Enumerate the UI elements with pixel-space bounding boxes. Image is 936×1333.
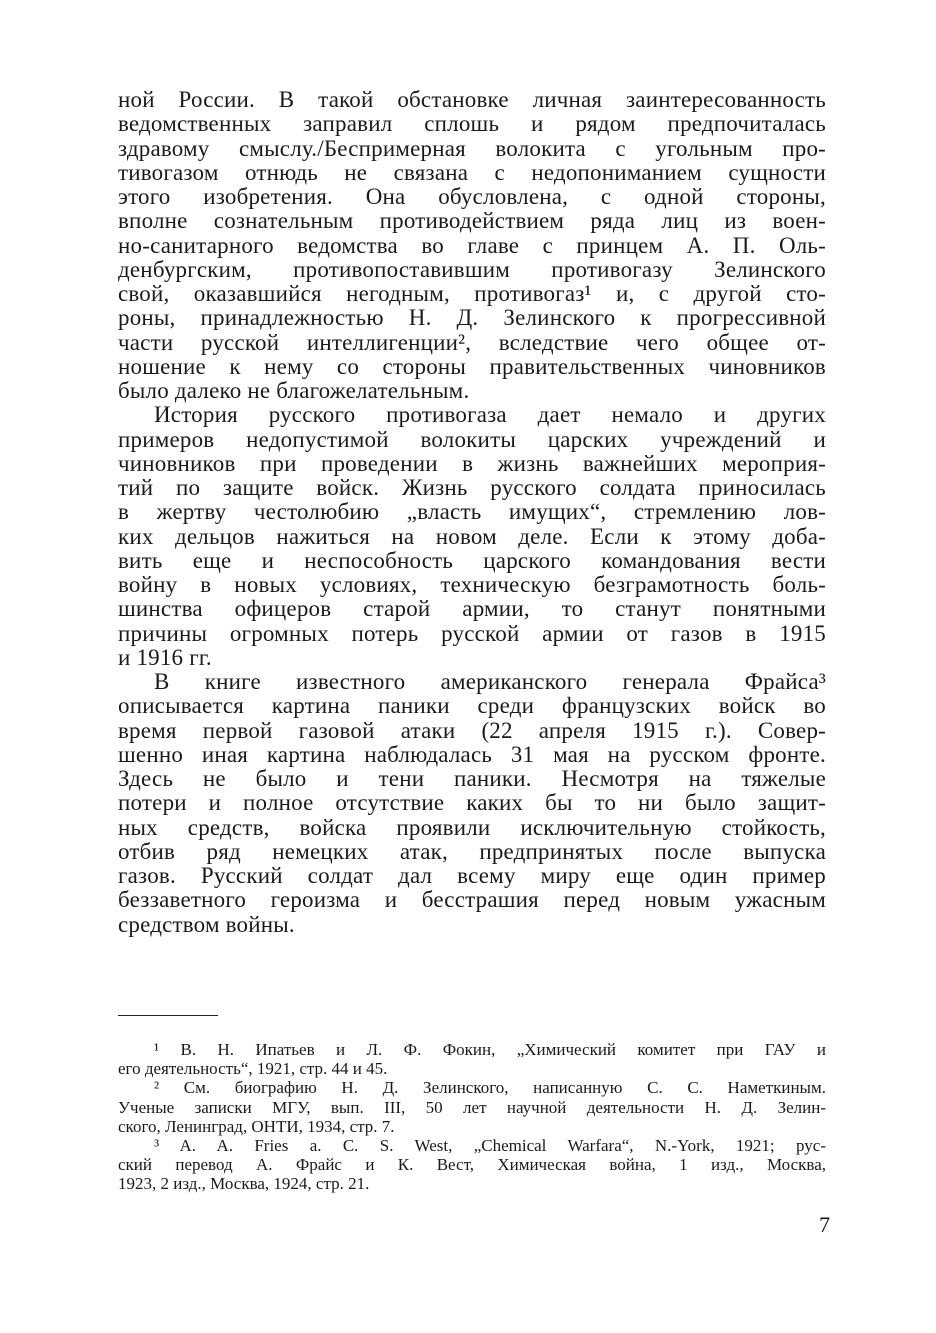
text-line: чиновников при проведении в жизнь важнейших мероприя- bbox=[118, 450, 826, 476]
text-line: описывается картина паники среди французских войск во bbox=[118, 693, 826, 719]
footnotes bbox=[118, 1040, 826, 1194]
footnote-line: его деятельность“, 1921, стр. 44 и 45. bbox=[118, 1059, 388, 1079]
text-line: отбив ряд немецких атак, предпринятых после выпуска bbox=[118, 838, 826, 864]
text-line: потери и полное отсутствие каких бы то ни было защит- bbox=[118, 790, 826, 816]
footnote-line: 1923, 2 изд., Москва, 1924, стр. 21. bbox=[118, 1174, 370, 1194]
text-line: вить еще и неспособность царского командования вести bbox=[118, 547, 826, 573]
footnote-line: ¹ В. Н. Ипатьев и Л. Ф. Фокин, „Химический комитет при ГАУ и bbox=[154, 1040, 826, 1059]
text-line: беззаветного героизма и бесстрашия перед новым ужасным bbox=[118, 887, 826, 913]
text-line: этого изобретения. Она обусловлена, с одной стороны, bbox=[118, 184, 826, 209]
text-line: и 1916 гг. bbox=[118, 644, 212, 670]
text-line: шинства офицеров старой армии, то станут понятными bbox=[118, 596, 826, 622]
body-text bbox=[118, 88, 826, 937]
footnote-line: ² См. биографию Н. Д. Зелинского, написанную С. С. Наметкиным. bbox=[154, 1078, 826, 1098]
text-line: ных средств, войска проявили исключительную стойкость, bbox=[118, 814, 826, 840]
text-line: было далеко не благожелательным. bbox=[118, 378, 470, 403]
text-line: примеров недопустимой волокиты царских учреждений и bbox=[118, 426, 826, 452]
footnote-line: ³ A. A. Fries a. C. S. West, „Chemical Warfara“, N.-York, 1921; рус- bbox=[154, 1135, 826, 1155]
text-line: тивогазом отнюдь не связана с недопониманием сущности bbox=[118, 159, 826, 185]
text-line: средством войны. bbox=[118, 911, 295, 937]
text-line: роны, принадлежностью Н. Д. Зелинского к прогрессивной bbox=[118, 305, 826, 331]
text-line: время первой газовой атаки (22 апреля 1915 г.). Совер- bbox=[118, 717, 826, 743]
text-line: но-санитарного ведомства во главе с принцем А. П. Оль- bbox=[118, 232, 826, 258]
text-line: вполне сознательным противодействием ряда лиц из воен- bbox=[118, 208, 826, 234]
footnote-line: ский перевод А. Фрайс и К. Вест, Химическая война, 1 изд., Москва, bbox=[118, 1155, 826, 1175]
text-line: В книге известного американского генерала Фрайса³ bbox=[154, 669, 826, 694]
footnote-line: Ученые записки МГУ, вып. III, 50 лет научной деятельности Н. Д. Зелин- bbox=[118, 1097, 826, 1117]
text-line: причины огромных потерь русской армии от газов в 1915 bbox=[118, 620, 826, 646]
footnote-line: ского, Ленинград, ОНТИ, 1934, стр. 7. bbox=[118, 1116, 395, 1136]
text-line: денбургским, противопоставившим противогазу Зелинского bbox=[118, 256, 826, 282]
page-number: 7 bbox=[819, 1212, 830, 1237]
text-line: части русской интеллигенции², вследствие чего общее от- bbox=[118, 329, 826, 355]
text-line: шенно иная картина наблюдалась 31 мая на русском фронте. bbox=[118, 741, 826, 767]
text-line: ведомственных заправил сплошь и рядом предпочиталась bbox=[118, 111, 826, 137]
text-line: газов. Русский солдат дал всему миру еще один пример bbox=[118, 863, 826, 888]
text-line: тий по защите войск. Жизнь русского солдата приносилась bbox=[118, 475, 826, 500]
text-line: здравому смыслу./Беспримерная волокита с угольным про- bbox=[118, 135, 826, 161]
footnote-divider bbox=[118, 1015, 218, 1016]
text-line: свой, оказавшийся негодным, противогаз¹ и, с другой сто- bbox=[118, 281, 826, 306]
text-line: ношение к нему со стороны правительственных чиновников bbox=[118, 353, 826, 379]
text-line: в жертву честолюбию „власть имущих“, стремлению лов- bbox=[118, 499, 826, 525]
text-line: ной России. В такой обстановке личная заинтересованность bbox=[118, 87, 826, 112]
text-line: войну в новых условиях, техническую безграмотность боль- bbox=[118, 572, 826, 597]
text-line: История русского противогаза дает немало и других bbox=[154, 402, 826, 428]
text-line: ких дельцов нажиться на новом деле. Если к этому доба- bbox=[118, 523, 826, 549]
text-line: Здесь не было и тени паники. Несмотря на тяжелые bbox=[118, 766, 826, 791]
